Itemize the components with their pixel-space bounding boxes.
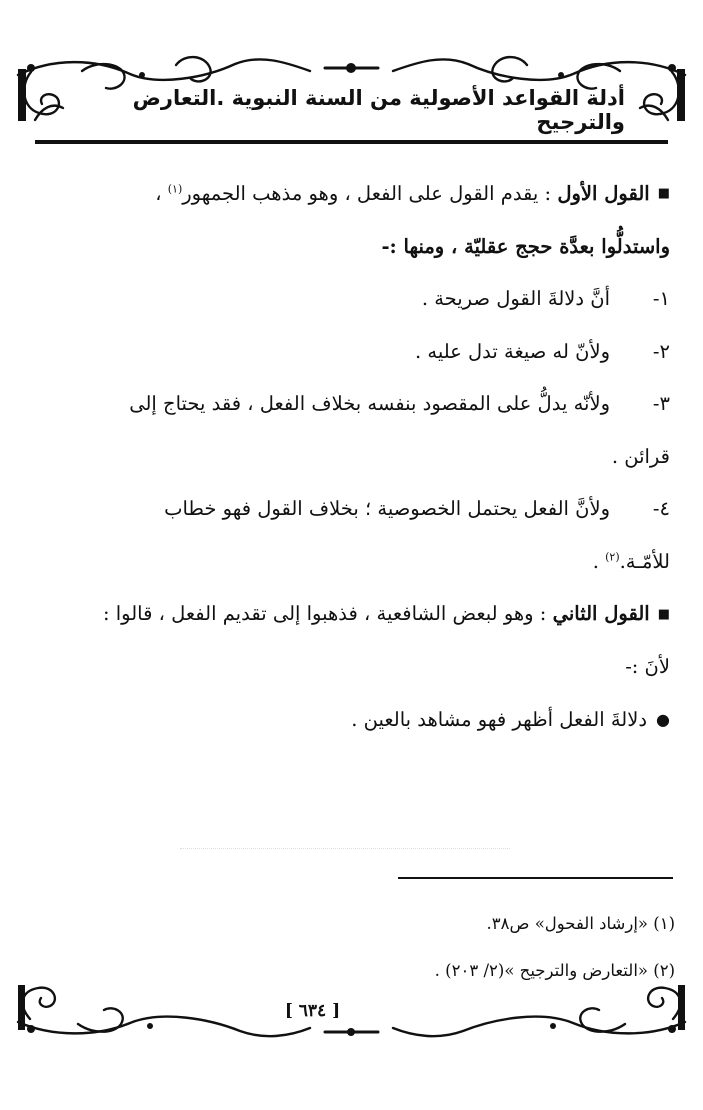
argument-text: ولأنّ له صيغة تدل عليه .	[414, 339, 610, 363]
running-title: أدلة القواعد الأصولية من السنة النبوية .التعارض والترجيح	[132, 86, 625, 134]
footnotes	[300, 900, 675, 994]
first-opinion-continuation: واستدلُّوا بعدَّة حجج عقليّة ، ومنها :-	[381, 234, 670, 258]
footnote-2: (٢) «التعارض والترجيح »(٢/ ٢٠٣) .	[434, 961, 675, 980]
second-opinion-text: : وهو لبعض الشافعية ، فذهبوا إلى تقديم الفعل ، قالوا :	[102, 602, 547, 626]
argument-number: ٤-	[652, 497, 670, 521]
argument-text: للأمّـة.	[619, 549, 670, 573]
second-opinion-continuation: لأنَ :-	[625, 655, 670, 678]
argument-trailing: .	[592, 549, 606, 573]
argument-1	[30, 273, 670, 326]
argument-text: أنَّ دلالةَ القول صريحة .	[421, 287, 610, 311]
faint-scan-line	[180, 848, 510, 850]
first-opinion-text: : يقدم القول على الفعل ، وهو مذهب الجمهور	[182, 182, 552, 205]
second-opinion-line	[30, 588, 670, 641]
footnote-reference-1[interactable]: (١)	[167, 182, 183, 196]
second-opinion-label: القول الثاني	[552, 602, 650, 626]
argument-4-continuation	[30, 536, 670, 589]
argument-2	[30, 326, 670, 379]
first-opinion-trailing: ،	[155, 182, 168, 205]
bullet-point-text: دلالةَ الفعل أظهر فهو مشاهد بالعين .	[351, 707, 648, 731]
argument-text: ولأنَّ الفعل يحتمل الخصوصية ؛ بخلاف القول فهو خطاب	[164, 497, 610, 521]
argument-3	[30, 378, 670, 431]
header-divider	[35, 140, 668, 144]
square-bullet-icon: ■	[657, 606, 670, 622]
bullet-point-line	[30, 694, 670, 747]
bottom-ornamental-border	[0, 985, 703, 1065]
square-bullet-icon: ■	[657, 186, 670, 202]
footnote-divider	[398, 877, 673, 879]
argument-number: ٣-	[652, 392, 670, 416]
first-opinion-line	[30, 168, 670, 221]
main-text	[30, 168, 670, 746]
first-opinion-label: القول الأول	[557, 182, 650, 205]
argument-number: ١-	[652, 287, 670, 311]
page-number: [ ٦٣٤ ]	[284, 1001, 341, 1021]
argument-4	[30, 483, 670, 536]
argument-3-continuation: قرائن .	[611, 444, 670, 468]
round-bullet-icon: ●	[656, 709, 670, 729]
footnote-reference-2[interactable]: (٢)	[605, 550, 620, 564]
footnote-1: (١) «إرشاد الفحول» ص٣٨.	[486, 914, 675, 933]
argument-number: ٢-	[652, 339, 670, 363]
argument-text: ولأنّه يدلُّ على المقصود بنفسه بخلاف الفعل ، فقد يحتاج إلى	[129, 392, 610, 416]
